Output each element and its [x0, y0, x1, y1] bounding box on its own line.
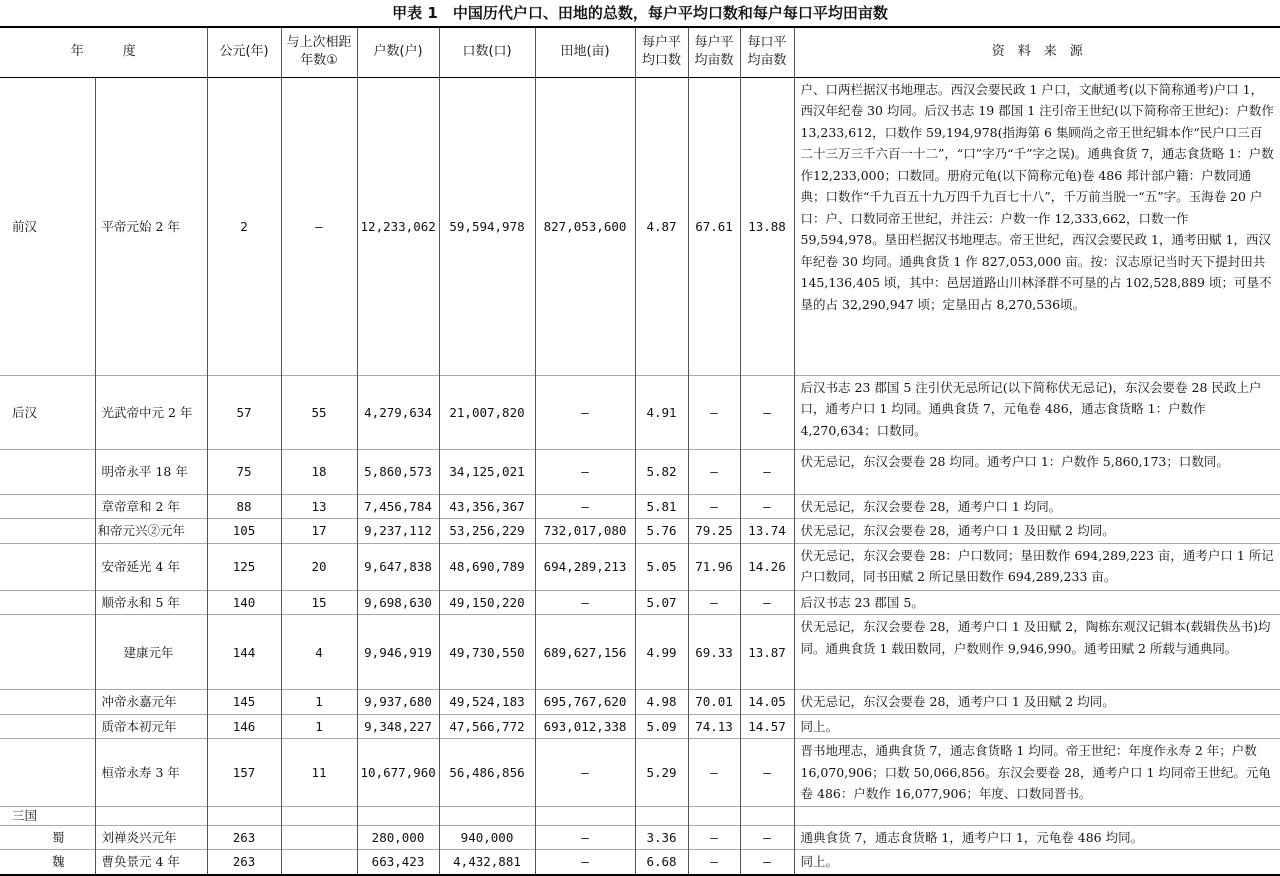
source-cell: 伏无忌记，东汉会要卷 28：户口数同；垦田数作 694,289,223 亩，通考户口 1 所记户口数同，同书田赋 2 所记垦田数作 694,289,233 亩。 [794, 543, 1280, 590]
dynasty-cell [0, 519, 95, 544]
households-cell: 5,860,573 [357, 449, 439, 494]
land-per-capita-cell: — [740, 494, 794, 519]
land-per-household-cell: 74.13 [688, 714, 740, 739]
land-per-capita-cell: 14.57 [740, 714, 794, 739]
reign-cell: 刘禅炎兴元年 [95, 825, 207, 850]
year-gap-cell: 4 [281, 615, 357, 690]
table-row [0, 825, 1280, 850]
source-cell: 伏无忌记，东汉会要卷 28，通考户口 1 均同。 [794, 494, 1280, 519]
source-cell: 伏无忌记，东汉会要卷 28，通考户口 1 及田赋 2，陶栋东观汉记辑本(载辑佚丛书)均同。通典食货 1 载田数同，户数则作 9,946,990。通考田赋 2 所载与通典同。 [794, 615, 1280, 690]
land-per-capita-cell: — [740, 825, 794, 850]
dynasty-cell [0, 714, 95, 739]
reign-cell: 顺帝永和 5 年 [95, 590, 207, 615]
dynasty-cell [0, 739, 95, 807]
empty-cell [207, 806, 281, 825]
reign-cell: 和帝元兴②元年 [95, 519, 207, 544]
ad-year-cell: 140 [207, 590, 281, 615]
table-row [0, 543, 1280, 590]
population-cell: 43,356,367 [439, 494, 535, 519]
reign-cell: 明帝永平 18 年 [95, 449, 207, 494]
reign-cell: 曹奂景元 4 年 [95, 850, 207, 875]
header-ad: 公元(年) [207, 27, 281, 77]
source-cell: 同上。 [794, 850, 1280, 875]
households-cell: 9,698,630 [357, 590, 439, 615]
land-per-household-cell: 79.25 [688, 519, 740, 544]
year-gap-cell: 17 [281, 519, 357, 544]
year-gap-cell [281, 825, 357, 850]
land-per-capita-cell: 13.74 [740, 519, 794, 544]
table-title: 甲表 1 中国历代户口、田地的总数，每户平均口数和每户每口平均田亩数 [392, 4, 888, 22]
households-cell: 9,237,112 [357, 519, 439, 544]
reign-cell: 冲帝永嘉元年 [95, 690, 207, 715]
population-cell: 4,432,881 [439, 850, 535, 875]
source-cell: 后汉书志 23 郡国 5。 [794, 590, 1280, 615]
land-per-household-cell: — [688, 494, 740, 519]
land-cell: — [535, 449, 635, 494]
per-household-cell: 5.09 [635, 714, 688, 739]
year-gap-cell: — [281, 77, 357, 375]
year-gap-cell [281, 850, 357, 875]
empty-cell [635, 806, 688, 825]
population-table [0, 26, 1280, 876]
ad-year-cell: 57 [207, 375, 281, 449]
population-cell: 21,007,820 [439, 375, 535, 449]
households-cell: 9,647,838 [357, 543, 439, 590]
per-household-cell: 4.91 [635, 375, 688, 449]
ad-year-cell: 145 [207, 690, 281, 715]
year-gap-cell: 13 [281, 494, 357, 519]
dynasty-cell [0, 449, 95, 494]
per-household-cell: 5.29 [635, 739, 688, 807]
land-per-household-cell: — [688, 375, 740, 449]
land-per-household-cell: — [688, 590, 740, 615]
empty-cell [281, 806, 357, 825]
empty-cell [688, 806, 740, 825]
table-row [0, 690, 1280, 715]
year-gap-cell: 18 [281, 449, 357, 494]
land-cell: 693,012,338 [535, 714, 635, 739]
reign-cell: 安帝延光 4 年 [95, 543, 207, 590]
households-cell: 10,677,960 [357, 739, 439, 807]
table-row [0, 77, 1280, 375]
per-household-cell: 4.87 [635, 77, 688, 375]
dynasty-cell [0, 690, 95, 715]
empty-cell [740, 806, 794, 825]
table-row [0, 449, 1280, 494]
land-per-capita-cell: — [740, 850, 794, 875]
ad-year-cell: 263 [207, 825, 281, 850]
ad-year-cell: 88 [207, 494, 281, 519]
land-cell: — [535, 494, 635, 519]
header-era: 年 度 [0, 27, 207, 77]
per-household-cell: 6.68 [635, 850, 688, 875]
households-cell: 9,937,680 [357, 690, 439, 715]
per-household-cell: 5.76 [635, 519, 688, 544]
table-row [0, 590, 1280, 615]
year-gap-cell: 1 [281, 690, 357, 715]
reign-cell: 章帝章和 2 年 [95, 494, 207, 519]
dynasty-cell [0, 543, 95, 590]
land-per-capita-cell: — [740, 375, 794, 449]
land-cell: 827,053,600 [535, 77, 635, 375]
empty-cell [95, 806, 207, 825]
dynasty-cell: 蜀 [0, 825, 95, 850]
table-row [0, 519, 1280, 544]
land-per-household-cell: 67.61 [688, 77, 740, 375]
reign-cell: 质帝本初元年 [95, 714, 207, 739]
header-source: 资 料 来 源 [794, 27, 1280, 77]
per-household-cell: 5.05 [635, 543, 688, 590]
year-gap-cell: 55 [281, 375, 357, 449]
per-household-cell: 3.36 [635, 825, 688, 850]
header-land-per-capita: 每口平均亩数 [740, 27, 794, 77]
source-cell: 伏无忌记，东汉会要卷 28，通考户口 1 及田赋 2 均同。 [794, 519, 1280, 544]
dynasty-cell: 前汉 [0, 77, 95, 375]
per-household-cell: 4.98 [635, 690, 688, 715]
per-household-cell: 4.99 [635, 615, 688, 690]
ad-year-cell: 105 [207, 519, 281, 544]
header-population: 口数(口) [439, 27, 535, 77]
reign-cell: 光武帝中元 2 年 [95, 375, 207, 449]
table-row [0, 739, 1280, 807]
ad-year-cell: 125 [207, 543, 281, 590]
households-cell: 9,946,919 [357, 615, 439, 690]
year-gap-cell: 1 [281, 714, 357, 739]
land-per-capita-cell: 14.05 [740, 690, 794, 715]
households-cell: 4,279,634 [357, 375, 439, 449]
year-gap-cell: 15 [281, 590, 357, 615]
population-cell: 49,730,550 [439, 615, 535, 690]
population-cell: 47,566,772 [439, 714, 535, 739]
ad-year-cell: 144 [207, 615, 281, 690]
land-per-capita-cell: — [740, 590, 794, 615]
land-cell: 695,767,620 [535, 690, 635, 715]
per-household-cell: 5.82 [635, 449, 688, 494]
table-row [0, 375, 1280, 449]
table-row [0, 850, 1280, 875]
land-per-household-cell: 70.01 [688, 690, 740, 715]
households-cell: 7,456,784 [357, 494, 439, 519]
ad-year-cell: 146 [207, 714, 281, 739]
ad-year-cell: 2 [207, 77, 281, 375]
land-cell: — [535, 825, 635, 850]
per-household-cell: 5.81 [635, 494, 688, 519]
ad-year-cell: 75 [207, 449, 281, 494]
households-cell: 280,000 [357, 825, 439, 850]
source-cell: 晋书地理志，通典食货 7，通志食货略 1 均同。帝王世纪：年度作永寿 2 年；户数16,070,906；口数 50,066,856。东汉会要卷 28，通考户口 1 均同帝王世纪。元龟卷 486：户数作 16,077,906；年度、口数同晋书。 [794, 739, 1280, 807]
population-cell: 49,150,220 [439, 590, 535, 615]
empty-cell [357, 806, 439, 825]
land-cell: — [535, 590, 635, 615]
population-cell: 34,125,021 [439, 449, 535, 494]
land-cell: — [535, 375, 635, 449]
dynasty-cell: 后汉 [0, 375, 95, 449]
dynasty-cell [0, 494, 95, 519]
households-cell: 663,423 [357, 850, 439, 875]
land-per-capita-cell: 13.87 [740, 615, 794, 690]
land-per-capita-cell: — [740, 449, 794, 494]
land-cell: 694,289,213 [535, 543, 635, 590]
source-cell: 伏无忌记，东汉会要卷 28 均同。通考户口 1：户数作 5,860,173；口数同。 [794, 449, 1280, 494]
ad-year-cell: 157 [207, 739, 281, 807]
reign-cell: 桓帝永寿 3 年 [95, 739, 207, 807]
land-per-household-cell: 69.33 [688, 615, 740, 690]
dynasty-cell [0, 615, 95, 690]
empty-cell [794, 806, 1280, 825]
households-cell: 9,348,227 [357, 714, 439, 739]
land-per-household-cell: — [688, 825, 740, 850]
ad-year-cell: 263 [207, 850, 281, 875]
section-row [0, 806, 1280, 825]
land-per-capita-cell: — [740, 739, 794, 807]
header-land-per-household: 每户平均亩数 [688, 27, 740, 77]
source-cell: 户、口两栏据汉书地理志。西汉会要民政 1 户口，文献通考(以下简称通考)户口 1，西汉年纪卷 30 均同。后汉书志 19 郡国 1 注引帝王世纪(以下简称帝王世纪)：户数作 13,233,612，口数作 59,194,978(指海第 6 集顾尚之帝王世纪辑本作“民户口三百二十三万三千六百一十二”，“口”字乃“千”字之误)。通典食货 7，通志食货略 1：户数作12,233,000；口数同。册府元龟(以下简称元龟)卷 486 邦计部户籍：户数同通典；口数作“千九百五十九万四千九百七十八”，千万前当脱一“五”字。玉海卷 20 户口：户、口数同帝王世纪，并注云：户数一作 12,333,662，口数一作 59,594,978。垦田栏据汉书地理志。帝王世纪，西汉会要民政 1，通考田赋 1，西汉年纪卷 30 均同。通典食货 1 作 827,053,000 亩。按：汉志原记当时天下提封田共 145,136,405 顷，其中：邑居道路山川林泽群不可垦的占 102,528,889 顷；可垦不垦的占 32,290,947 顷；定垦田占 8,270,536顷。 [794, 77, 1280, 375]
table-row [0, 494, 1280, 519]
population-cell: 49,524,183 [439, 690, 535, 715]
year-gap-cell: 20 [281, 543, 357, 590]
population-cell: 56,486,856 [439, 739, 535, 807]
per-household-cell: 5.07 [635, 590, 688, 615]
source-cell: 伏无忌记，东汉会要卷 28，通考户口 1 及田赋 2 均同。 [794, 690, 1280, 715]
header-per-household: 每户平均口数 [635, 27, 688, 77]
land-cell: 689,627,156 [535, 615, 635, 690]
households-cell: 12,233,062 [357, 77, 439, 375]
source-cell: 后汉书志 23 郡国 5 注引伏无忌所记(以下简称伏无忌记)，东汉会要卷 28 民政上户口，通考户口 1 均同。通典食货 7，元龟卷 486，通志食货略 1：户数作 4,270,634；口数同。 [794, 375, 1280, 449]
land-cell: — [535, 850, 635, 875]
source-cell: 通典食货 7，通志食货略 1，通考户口 1，元龟卷 486 均同。 [794, 825, 1280, 850]
header-households: 户数(户) [357, 27, 439, 77]
land-per-household-cell: — [688, 850, 740, 875]
empty-cell [439, 806, 535, 825]
table-row [0, 615, 1280, 690]
year-gap-cell: 11 [281, 739, 357, 807]
population-cell: 53,256,229 [439, 519, 535, 544]
table-row [0, 714, 1280, 739]
section-label: 三国 [0, 806, 95, 825]
land-per-capita-cell: 14.26 [740, 543, 794, 590]
source-cell: 同上。 [794, 714, 1280, 739]
land-cell: 732,017,080 [535, 519, 635, 544]
population-cell: 940,000 [439, 825, 535, 850]
empty-cell [535, 806, 635, 825]
land-per-household-cell: 71.96 [688, 543, 740, 590]
land-per-capita-cell: 13.88 [740, 77, 794, 375]
header-gap: 与上次相距年数① [281, 27, 357, 77]
reign-cell: 平帝元始 2 年 [95, 77, 207, 375]
dynasty-cell [0, 590, 95, 615]
dynasty-cell: 魏 [0, 850, 95, 875]
population-cell: 48,690,789 [439, 543, 535, 590]
header-land: 田地(亩) [535, 27, 635, 77]
land-per-household-cell: — [688, 739, 740, 807]
land-per-household-cell: — [688, 449, 740, 494]
land-cell: — [535, 739, 635, 807]
reign-cell: 建康元年 [95, 615, 207, 690]
population-cell: 59,594,978 [439, 77, 535, 375]
